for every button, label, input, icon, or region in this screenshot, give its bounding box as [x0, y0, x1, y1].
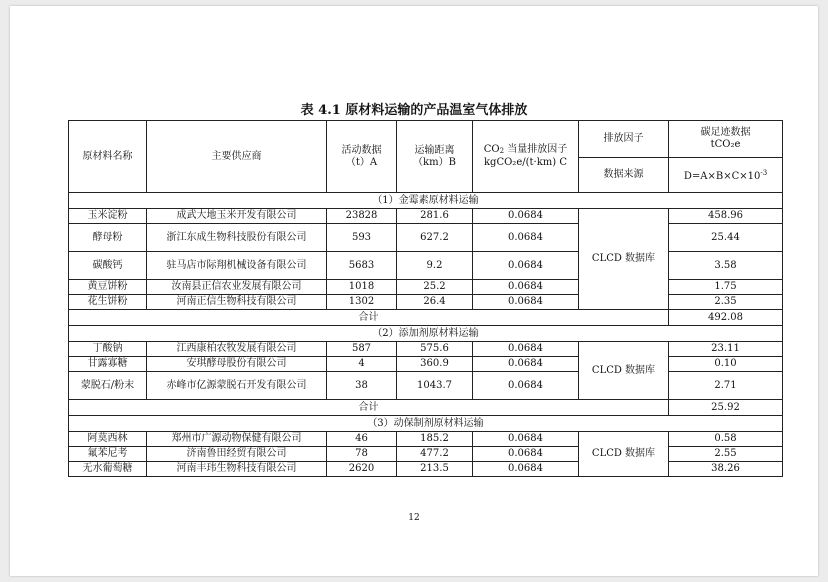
supplier-name: 济南鲁田经贸有限公司: [147, 447, 327, 462]
distance-value: 360.9: [397, 357, 473, 372]
table-row: [69, 462, 783, 477]
factor-value: 0.0684: [473, 342, 579, 357]
distance-value: 213.5: [397, 462, 473, 477]
distance-value: 627.2: [397, 224, 473, 252]
total-row: [69, 310, 783, 326]
section-title-row: [69, 326, 783, 342]
material-name: 氟苯尼考: [69, 447, 147, 462]
header-material: 原材料名称: [69, 121, 147, 193]
header-emission-factor: 排放因子: [579, 121, 669, 158]
distance-value: 281.6: [397, 209, 473, 224]
factor-value: 0.0684: [473, 252, 579, 280]
page-number: 12: [408, 513, 420, 523]
supplier-name: 浙江东成生物科技股份有限公司: [147, 224, 327, 252]
total-label: 合计: [69, 400, 669, 416]
table-row: [69, 357, 783, 372]
factor-value: 0.0684: [473, 432, 579, 447]
emissions-table: [68, 120, 783, 477]
supplier-name: 赤峰市亿源蒙脱石开发有限公司: [147, 372, 327, 400]
header-factor-pre: CO: [483, 144, 500, 155]
header-distance: [397, 121, 473, 193]
data-source-cell: CLCD 数据库: [579, 432, 669, 477]
footprint-value: 3.58: [669, 252, 783, 280]
material-name: 黄豆饼粉: [69, 280, 147, 295]
table-title: 表 4.1 原材料运输的产品温室气体排放: [300, 103, 528, 118]
header-formula-exp: -3: [760, 169, 768, 177]
table-row: [69, 342, 783, 357]
data-source-cell: CLCD 数据库: [579, 209, 669, 310]
activity-value: 4: [327, 357, 397, 372]
material-name: 酵母粉: [69, 224, 147, 252]
supplier-name: 江西康柏农牧发展有限公司: [147, 342, 327, 357]
material-name: 蒙脱石/粉末: [69, 372, 147, 400]
header-row-1: [69, 121, 783, 158]
supplier-name: 郑州市广源动物保健有限公司: [147, 432, 327, 447]
material-name: 无水葡萄糖: [69, 462, 147, 477]
factor-value: 0.0684: [473, 357, 579, 372]
factor-value: 0.0684: [473, 224, 579, 252]
material-name: 甘露寡糖: [69, 357, 147, 372]
total-label: 合计: [69, 310, 669, 326]
table-row: [69, 295, 783, 310]
header-footprint-line1: 碳足迹数据: [700, 127, 751, 138]
header-distance-line2: （km）B: [413, 156, 456, 168]
supplier-name: 汝南县正信农业发展有限公司: [147, 280, 327, 295]
activity-value: 5683: [327, 252, 397, 280]
header-activity-line2: （t）A: [345, 156, 378, 168]
supplier-name: 河南正信生物科技有限公司: [147, 295, 327, 310]
header-footprint: [669, 121, 783, 158]
activity-value: 23828: [327, 209, 397, 224]
table-row: [69, 280, 783, 295]
distance-value: 575.6: [397, 342, 473, 357]
table-row: [69, 252, 783, 280]
footprint-value: 25.44: [669, 224, 783, 252]
section-title-row: [69, 193, 783, 209]
factor-value: 0.0684: [473, 280, 579, 295]
footprint-value: 0.10: [669, 357, 783, 372]
material-name: 花生饼粉: [69, 295, 147, 310]
activity-value: 587: [327, 342, 397, 357]
supplier-name: 驻马店市际翔机械设备有限公司: [147, 252, 327, 280]
footprint-value: 2.35: [669, 295, 783, 310]
activity-value: 46: [327, 432, 397, 447]
total-row: [69, 400, 783, 416]
distance-value: 477.2: [397, 447, 473, 462]
distance-value: 185.2: [397, 432, 473, 447]
data-source-cell: CLCD 数据库: [579, 342, 669, 400]
distance-value: 9.2: [397, 252, 473, 280]
activity-value: 593: [327, 224, 397, 252]
activity-value: 2620: [327, 462, 397, 477]
table-row: [69, 209, 783, 224]
distance-value: 25.2: [397, 280, 473, 295]
factor-value: 0.0684: [473, 295, 579, 310]
table-row: [69, 372, 783, 400]
header-factor-unit: kgCO₂e/(t·km) C: [484, 157, 567, 168]
footprint-value: 1.75: [669, 280, 783, 295]
factor-value: 0.0684: [473, 209, 579, 224]
header-factor-post: 当量排放因子: [504, 144, 568, 155]
activity-value: 1302: [327, 295, 397, 310]
activity-value: 1018: [327, 280, 397, 295]
material-name: 玉米淀粉: [69, 209, 147, 224]
header-factor-sub: 2: [499, 147, 505, 155]
footprint-value: 2.71: [669, 372, 783, 400]
total-value: 25.92: [669, 400, 783, 416]
header-formula-text: D=A×B×C×10: [683, 171, 761, 182]
factor-value: 0.0684: [473, 462, 579, 477]
header-data-source: 数据来源: [579, 158, 669, 193]
section-title: （3）动保制剂原材料运输: [69, 416, 783, 432]
activity-value: 78: [327, 447, 397, 462]
table-row: [69, 432, 783, 447]
total-value: 492.08: [669, 310, 783, 326]
factor-value: 0.0684: [473, 447, 579, 462]
supplier-name: 河南丰玮生物科技有限公司: [147, 462, 327, 477]
header-distance-line1: 运输距离: [414, 144, 455, 156]
table-row: [69, 224, 783, 252]
footprint-value: 0.58: [669, 432, 783, 447]
table-row: [69, 447, 783, 462]
section-title: （2）添加剂原材料运输: [69, 326, 783, 342]
header-footprint-line2: tCO₂e: [710, 139, 741, 150]
supplier-name: 安琪酵母股份有限公司: [147, 357, 327, 372]
material-name: 丁酸钠: [69, 342, 147, 357]
activity-value: 38: [327, 372, 397, 400]
material-name: 碳酸钙: [69, 252, 147, 280]
footprint-value: 458.96: [669, 209, 783, 224]
header-factor: [473, 121, 579, 193]
header-supplier: 主要供应商: [147, 121, 327, 193]
header-activity-line1: 活动数据: [341, 144, 382, 156]
document-page: [10, 6, 818, 576]
distance-value: 26.4: [397, 295, 473, 310]
factor-value: 0.0684: [473, 372, 579, 400]
footprint-value: 38.26: [669, 462, 783, 477]
material-name: 阿莫西林: [69, 432, 147, 447]
header-formula: [669, 158, 783, 193]
section-title-row: [69, 416, 783, 432]
header-activity: [327, 121, 397, 193]
footprint-value: 2.55: [669, 447, 783, 462]
section-title: （1）金霉素原材料运输: [69, 193, 783, 209]
supplier-name: 成武大地玉米开发有限公司: [147, 209, 327, 224]
distance-value: 1043.7: [397, 372, 473, 400]
footprint-value: 23.11: [669, 342, 783, 357]
